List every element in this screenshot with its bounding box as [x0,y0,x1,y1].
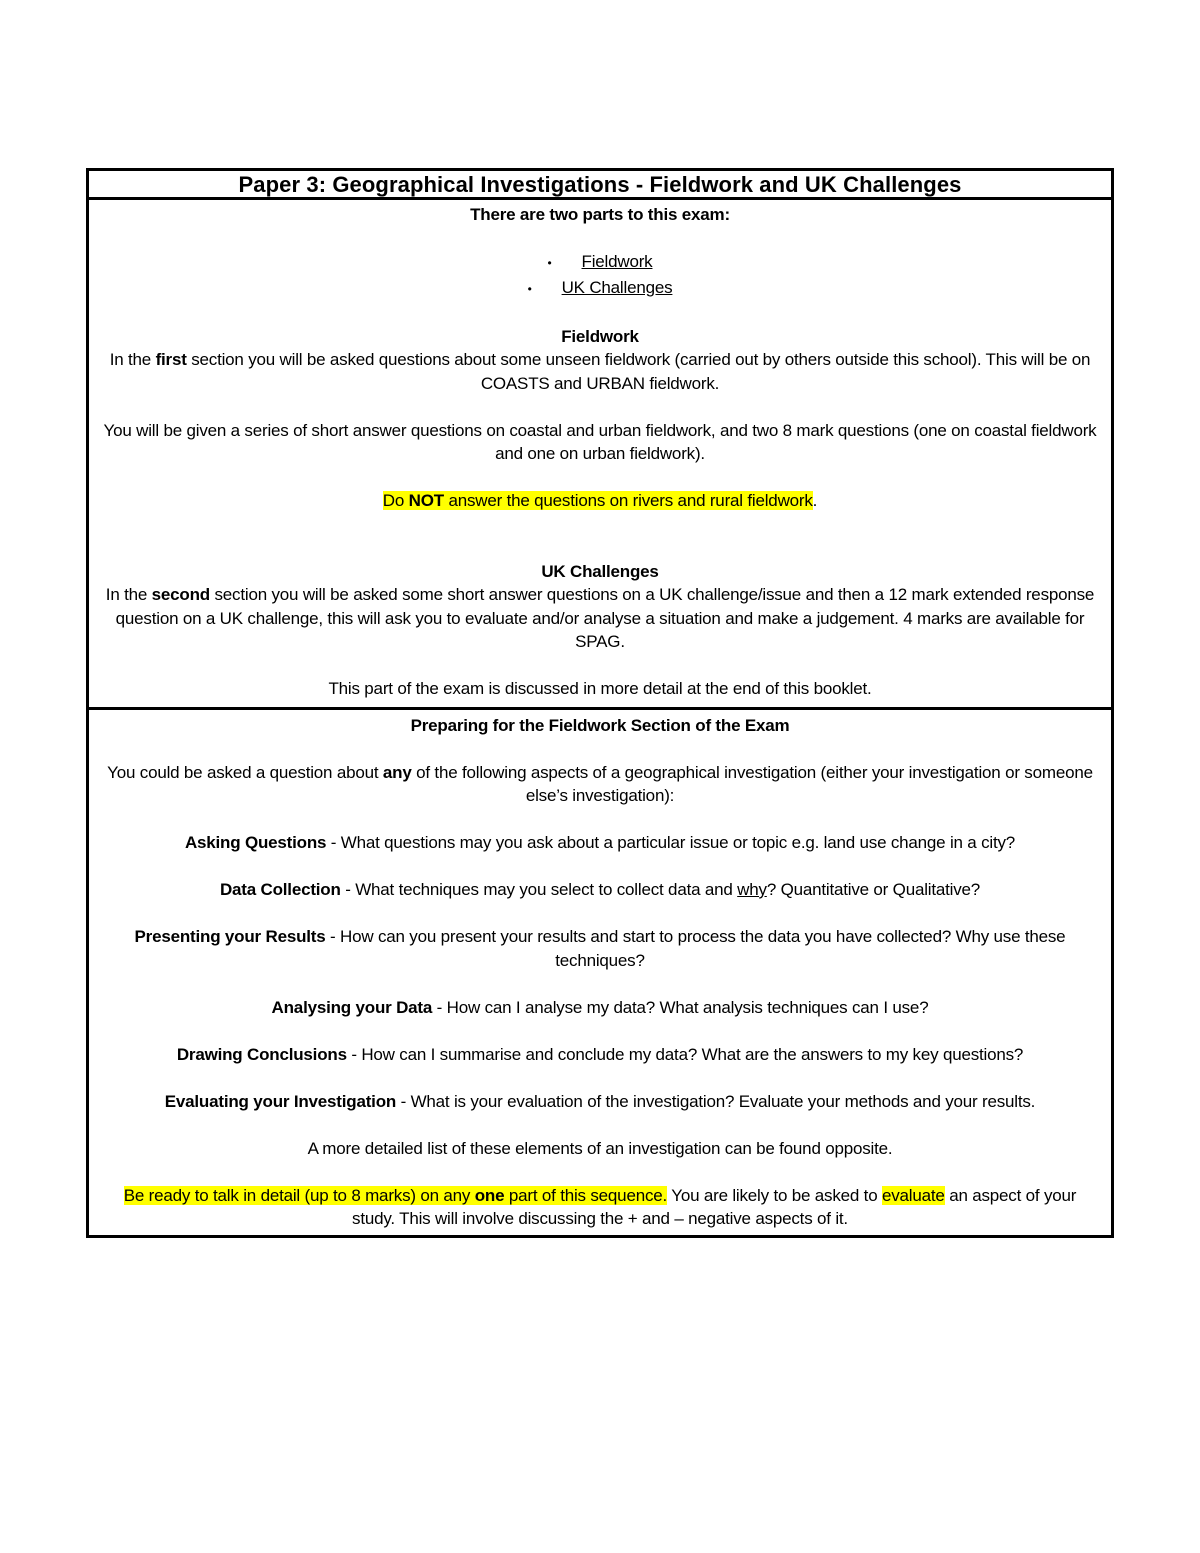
fieldwork-paragraph-2: You will be given a series of short answer questions on coastal and urban fieldwork, and two 8 mark questions (one on coastal fieldwork and one on urban fieldwork). [103,420,1097,463]
drawing-conclusions-item: Drawing Conclusions - How can I summarise and conclude my data? What are the answers to my key questions? [176,1044,1024,1064]
prep-heading: Preparing for the Fieldwork Section of the Exam [410,715,790,735]
fieldwork-paragraph-1: In the first section you will be asked questions about some unseen fieldwork (carried out by others outside this school). This will be on COASTS and URBAN fieldwork. [109,350,1091,393]
analysing-data-item: Analysing your Data - How can I analyse my data? What analysis techniques can I use? [271,997,929,1017]
uk-challenges-heading: UK Challenges [541,561,659,581]
uk-challenges-paragraph-1: In the second section you will be asked some short answer questions on a UK challenge/issue and then a 12 mark extended response question on a UK challenge, this will ask you to evaluate and/or analyse a situation and make a judgement. 4 marks are available for SPAG. [105,585,1095,651]
part-fieldwork: Fieldwork [581,252,653,271]
fieldwork-warning: Do NOT answer the questions on rivers and rural fieldwork. [382,491,818,510]
fieldwork-preparation-section [89,707,1111,1235]
presenting-results-item: Presenting your Results - How can you present your results and start to process the data you have collected? Why use these techniques? [134,927,1066,970]
page-title: Paper 3: Geographical Investigations - Fieldwork and UK Challenges [89,171,1111,200]
asking-questions-item: Asking Questions - What questions may you ask about a particular issue or topic e.g. land use change in a city? [184,833,1016,852]
exam-info-table [86,168,1114,1238]
evaluating-investigation-item: Evaluating your Investigation - What is your evaluation of the investigation? Evaluate your methods and your results. [164,1091,1036,1111]
prep-intro: You could be asked a question about any of the following aspects of a geographical investigation (either your investigation or someone else’s investigation): [107,762,1093,805]
exam-overview-section [89,200,1111,707]
exam-parts-list [101,250,1099,301]
opposite-note: A more detailed list of these elements of an investigation can be found opposite. [307,1138,893,1158]
intro-heading: There are two parts to this exam: [470,205,730,224]
final-advice: Be ready to talk in detail (up to 8 marks) on any one part of this sequence. You are likely to be asked to evaluate an aspect of your study. This will involve discussing the + and – negative aspects of it. [123,1185,1077,1228]
list-item [101,276,1099,302]
data-collection-item: Data Collection - What techniques may you select to collect data and why? Quantitative or Qualitative? [219,880,981,899]
list-item [101,250,1099,276]
fieldwork-heading: Fieldwork [561,326,639,346]
uk-challenges-paragraph-2: This part of the exam is discussed in more detail at the end of this booklet. [328,679,872,698]
part-uk-challenges: UK Challenges [561,277,673,297]
bullet-icon: • [527,281,532,296]
bullet-icon: • [547,256,552,270]
